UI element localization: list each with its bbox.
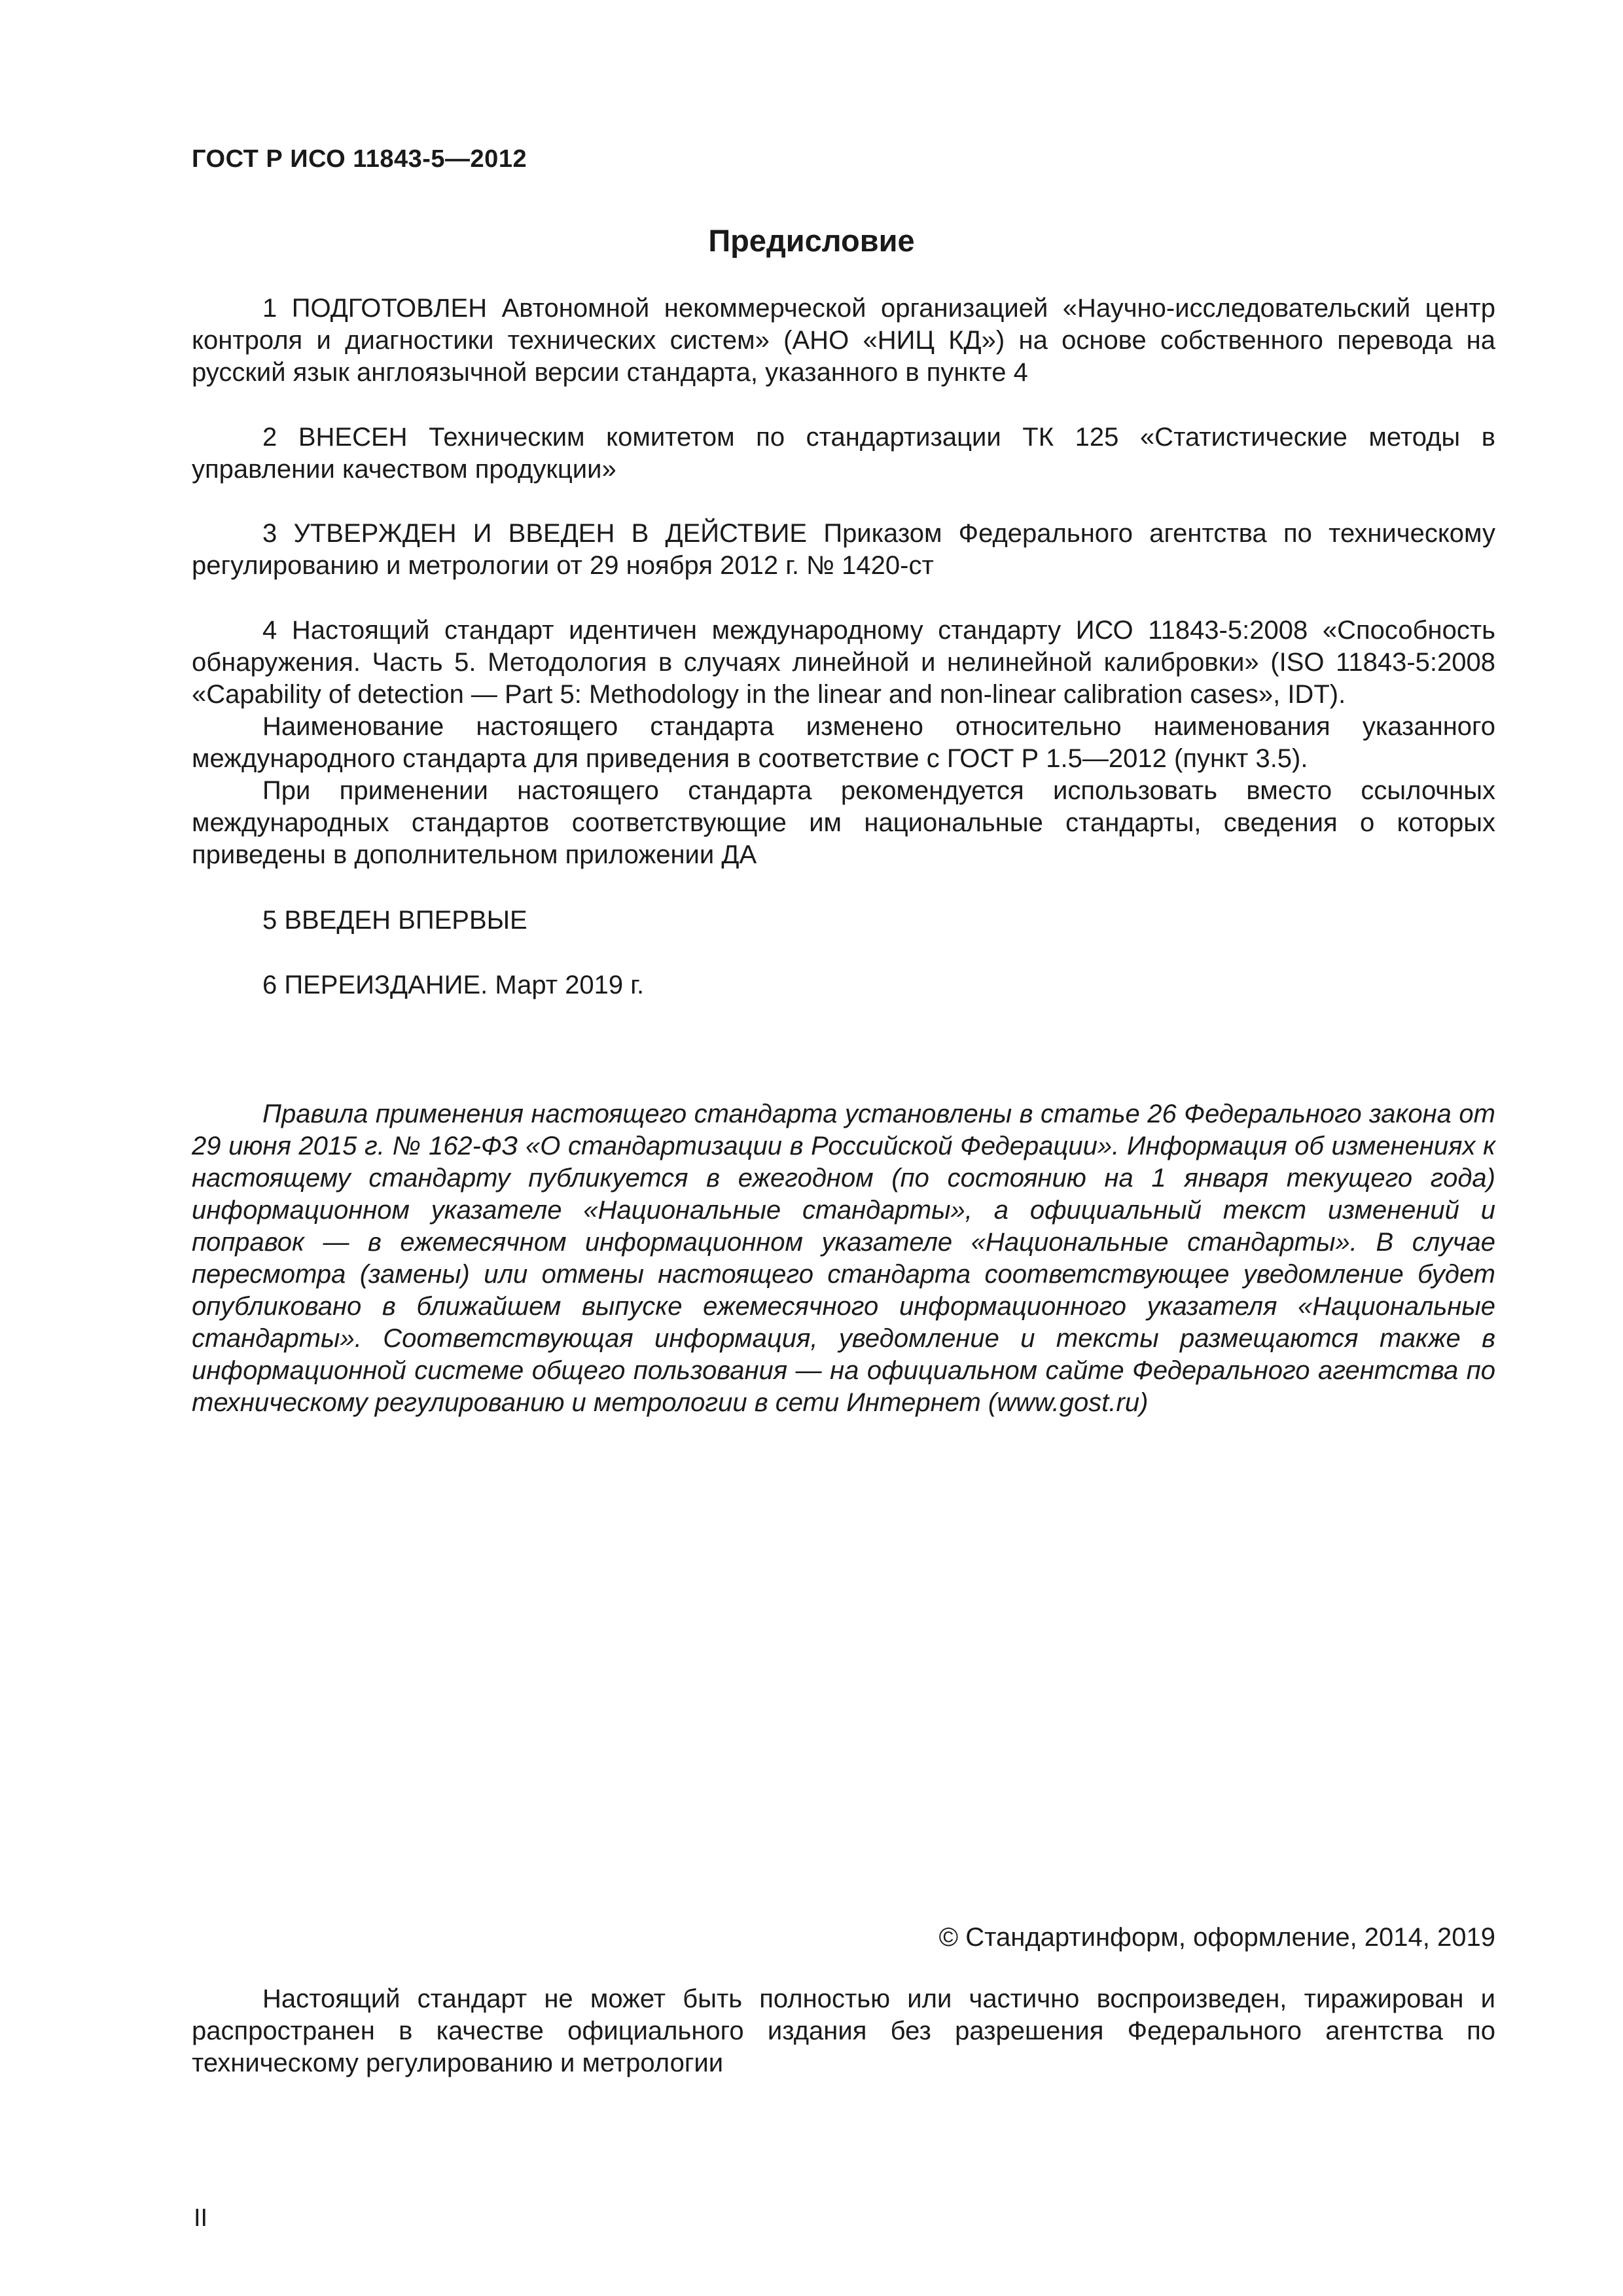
rules-notice xyxy=(192,1098,1495,1419)
foreword-item-1-text: 1 ПОДГОТОВЛЕН Автономной некоммерческой организацией «Научно-исследовательский центр контроля и диагностики технических систем» (АНО «НИЦ КД») на основе собственного перевода на русский язык англоязычной версии стандарта, указанного в пункте 4 xyxy=(192,294,1495,387)
foreword-item-1 xyxy=(192,293,1495,389)
reproduction-notice xyxy=(192,1983,1495,2079)
foreword-item-2-text: 2 ВНЕСЕН Техническим комитетом по стандартизации ТК 125 «Статистические методы в управлении качеством продукции» xyxy=(192,423,1495,484)
foreword-item-3 xyxy=(192,518,1495,582)
page-title: Предисловие xyxy=(708,223,915,258)
foreword-item-3-text: 3 УТВЕРЖДЕН И ВВЕДЕН В ДЕЙСТВИЕ Приказом Федерального агентства по техническому регулированию и метрологии от 29 ноября 2012 г. № 1420-ст xyxy=(192,519,1495,580)
standard-id-header: ГОСТ Р ИСО 11843-5—2012 xyxy=(192,145,527,173)
page-number: II xyxy=(194,2204,208,2232)
foreword-item-5 xyxy=(192,905,1495,937)
foreword-item-6 xyxy=(192,969,1495,1001)
foreword-item-4 xyxy=(192,615,1495,871)
foreword-item-4-references-note: При применении настоящего стандарта рекомендуется использовать вместо ссылочных международных стандартов соответствующие им национальные стандарты, сведения о которых приведены в дополнительном приложении ДА xyxy=(192,776,1495,869)
foreword-item-2 xyxy=(192,422,1495,486)
copyright-line: © Стандартинформ, оформление, 2014, 2019 xyxy=(938,1923,1495,1952)
foreword-item-4-text: 4 Настоящий стандарт идентичен международному стандарту ИСО 11843-5:2008 «Способность обнаружения. Часть 5. Методология в случаях линейной и нелинейной калибровки» (ISO 11843-5:2008 «Capability of detection — Part 5: Methodology in the linear and non-linear calibration cases», IDT). xyxy=(192,616,1495,709)
foreword-item-6-text: 6 ПЕРЕИЗДАНИЕ. Март 2019 г. xyxy=(262,971,645,999)
rules-notice-text: Правила применения настоящего стандарта установлены в статье 26 Федерального закона от 29 июня 2015 г. № 162-ФЗ «О стандартизации в Российской Федерации». Информация об изменениях к настоящему стандарту публикуется в ежегодном (по состоянию на 1 января текущего года) информационном указателе «Национальные стандарты», а официальный текст изменений и поправок — в ежемесячном информационном указателе «Национальные стандарты». В случае пересмотра (замены) или отмены настоящего стандарта соответствующее уведомление будет опубликовано в ближайшем выпуске ежемесячного информационного указателя «Национальные стандарты». Соответствующая информация, уведомление и тексты размещаются также в информационной системе общего пользования — на официальном сайте Федерального агентства по техническому регулированию и метрологии в сети Интернет (www.gost.ru) xyxy=(192,1100,1495,1417)
foreword-item-4-name-note: Наименование настоящего стандарта изменено относительно наименования указанного международного стандарта для приведения в соответствие с ГОСТ Р 1.5—2012 (пункт 3.5). xyxy=(192,712,1495,773)
reproduction-notice-text: Настоящий стандарт не может быть полностью или частично воспроизведен, тиражирован и распространен в качестве официального издания без разрешения Федерального агентства по техническому регулированию и метрологии xyxy=(192,1984,1495,2077)
foreword-item-5-text: 5 ВВЕДЕН ВПЕРВЫЕ xyxy=(262,906,527,935)
